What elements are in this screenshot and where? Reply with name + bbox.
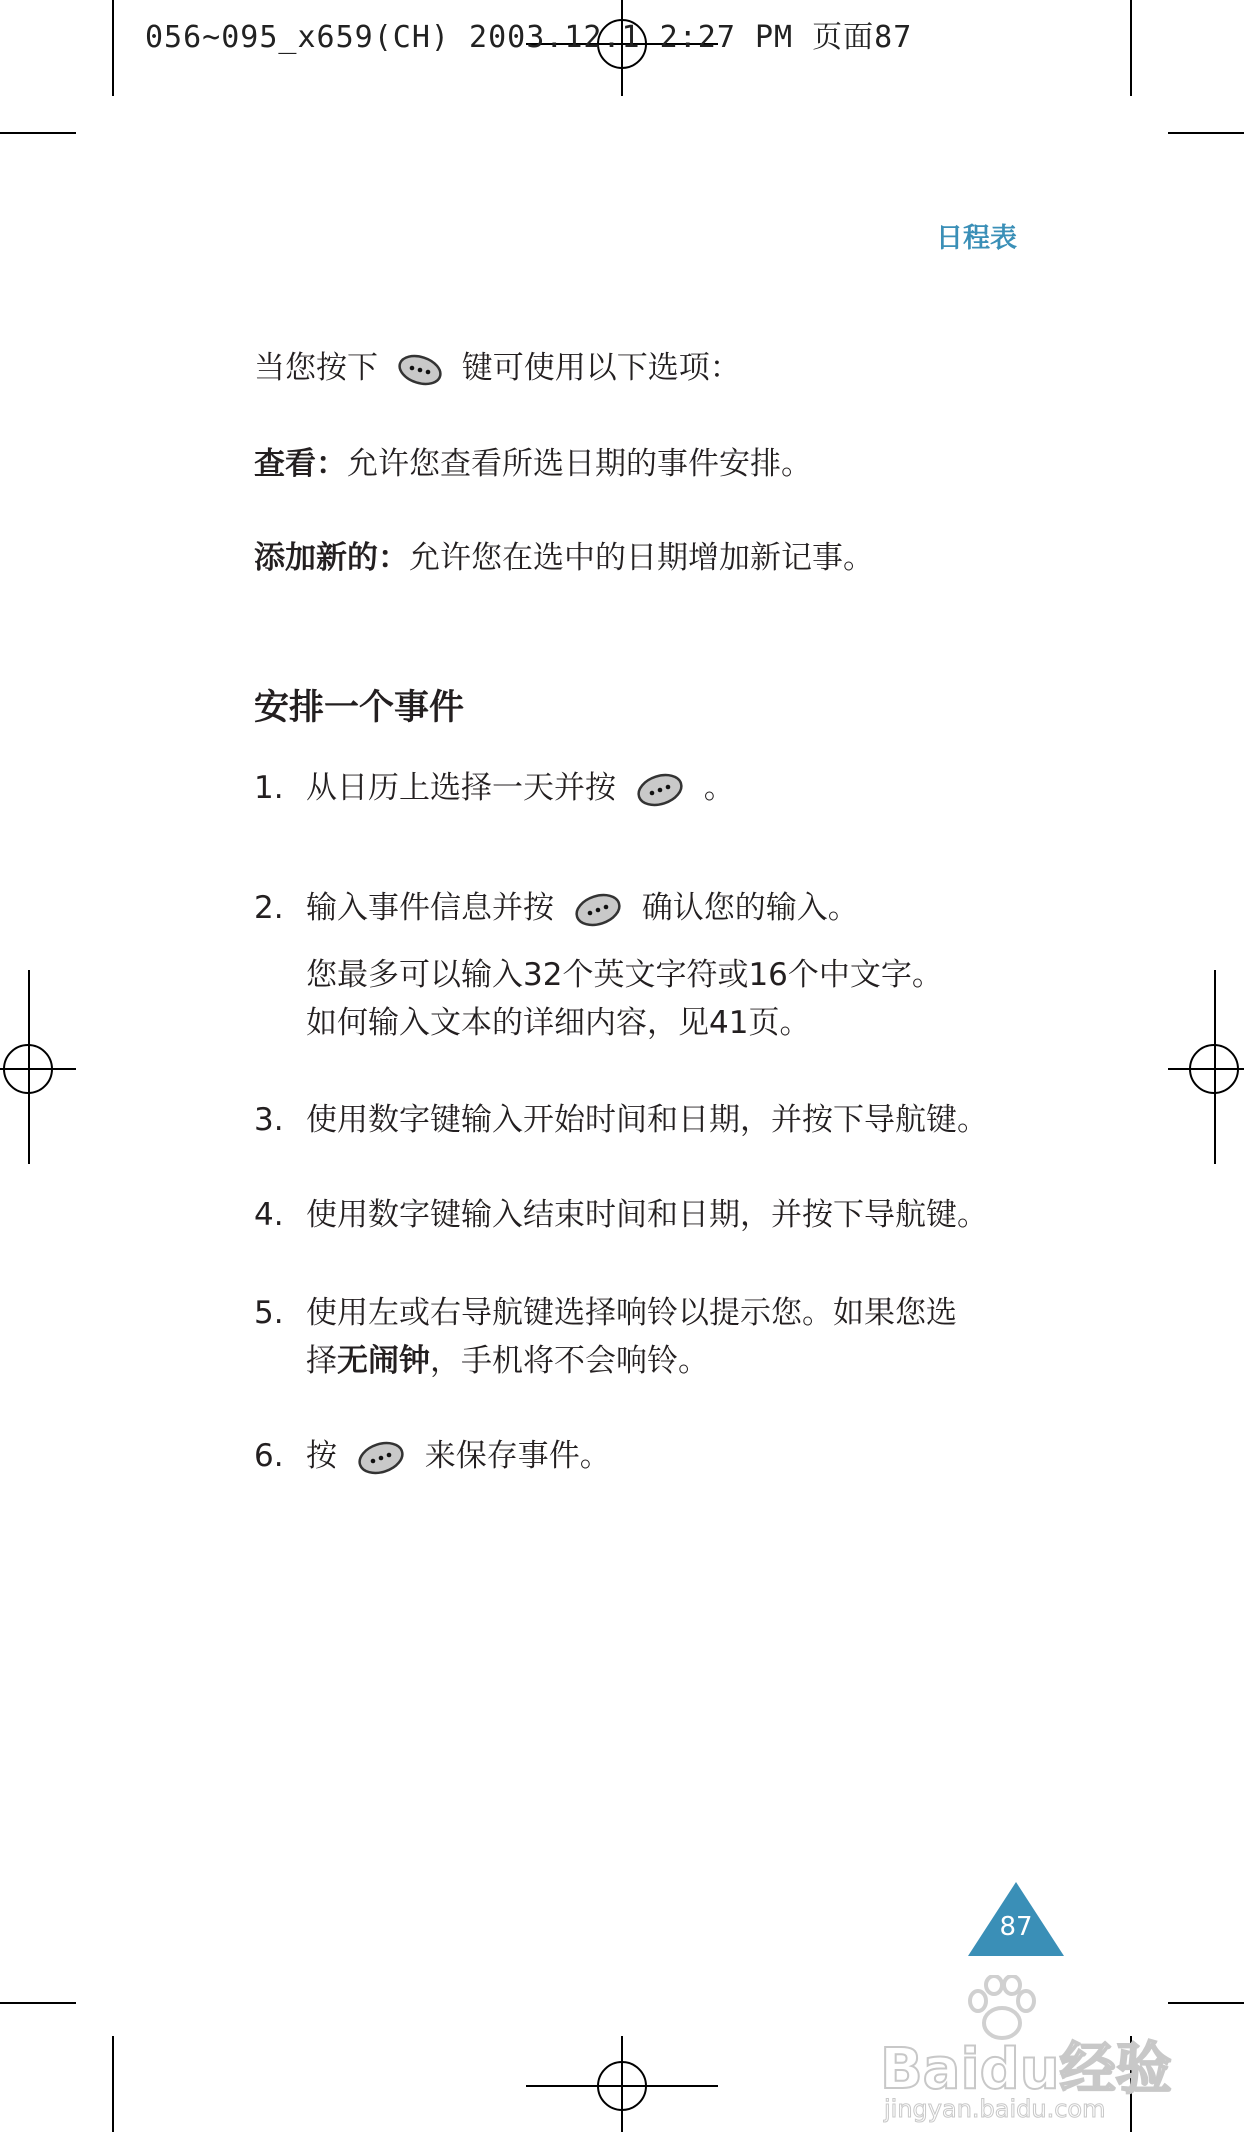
watermark-brand: Baidu经验: [880, 2037, 1172, 2102]
crop-mark: [1168, 132, 1244, 134]
step-2: [254, 884, 859, 932]
step-number: 1.: [254, 770, 284, 806]
step-5: [254, 1289, 957, 1337]
step-text: 使用数字键输入开始时间和日期，并按下导航键。: [306, 1102, 988, 1138]
step-number: 6.: [254, 1438, 284, 1474]
option-add-new: [254, 534, 874, 582]
soft-key-icon: [396, 352, 444, 388]
step-1: [254, 764, 735, 812]
step-text: 来保存事件。: [424, 1438, 611, 1474]
crop-mark: [112, 0, 114, 96]
intro-text: 键可使用以下选项：: [461, 350, 741, 386]
page-number-badge: [966, 1880, 1066, 1958]
section-title: 日程表: [936, 223, 1017, 254]
step-text: 输入事件信息并按: [306, 890, 554, 926]
registration-mark-icon: [1166, 1020, 1244, 1120]
step-text: 择: [306, 1343, 337, 1379]
step-text: 。: [703, 770, 735, 806]
step-2-note: 如何输入文本的详细内容，见41页。: [306, 1005, 811, 1041]
intro-paragraph: [254, 344, 741, 392]
section-heading: 安排一个事件: [254, 688, 465, 728]
crop-mark: [0, 2002, 76, 2004]
registration-mark-icon: [526, 2036, 718, 2132]
option-desc: 允许您在选中的日期增加新记事。: [409, 540, 874, 576]
step-text: 从日历上选择一天并按: [306, 770, 616, 806]
print-slug: 056~095_x659(CH) 2003.12.1 2:27 PM 页面87: [145, 20, 913, 55]
soft-key-icon: [572, 890, 624, 930]
intro-text: 当您按下: [254, 350, 378, 386]
option-term: 查看：: [254, 446, 347, 482]
step-number: 2.: [254, 890, 284, 926]
registration-mark-icon: [0, 1020, 80, 1120]
step-text: 使用数字键输入结束时间和日期，并按下导航键。: [306, 1197, 988, 1233]
step-5-continuation: [306, 1337, 709, 1385]
soft-key-icon: [634, 770, 686, 810]
option-view: [254, 440, 812, 488]
step-3: [254, 1096, 988, 1144]
crop-mark: [1130, 0, 1132, 96]
step-text: 确认您的输入。: [641, 890, 859, 926]
option-desc: 允许您查看所选日期的事件安排。: [347, 446, 812, 482]
step-2-note: 您最多可以输入32个英文字符或16个中文字。: [306, 957, 943, 993]
soft-key-icon: [355, 1438, 407, 1478]
step-number: 4.: [254, 1197, 284, 1233]
page-number: 87: [999, 1912, 1033, 1942]
step-4: [254, 1191, 988, 1239]
crop-mark: [112, 2036, 114, 2132]
step-6: [254, 1432, 611, 1480]
no-alarm-term: 无闹钟: [337, 1343, 430, 1379]
watermark-url: jingyan.baidu.com: [884, 2095, 1106, 2123]
step-number: 3.: [254, 1102, 284, 1138]
option-term: 添加新的：: [254, 540, 409, 576]
step-text: 使用左或右导航键选择响铃以提示您。如果您选: [306, 1295, 957, 1331]
watermark: [880, 1975, 1180, 2125]
crop-mark: [0, 132, 76, 134]
step-text: ，手机将不会响铃。: [430, 1343, 709, 1379]
step-text: 按: [306, 1438, 337, 1474]
step-number: 5.: [254, 1295, 284, 1331]
